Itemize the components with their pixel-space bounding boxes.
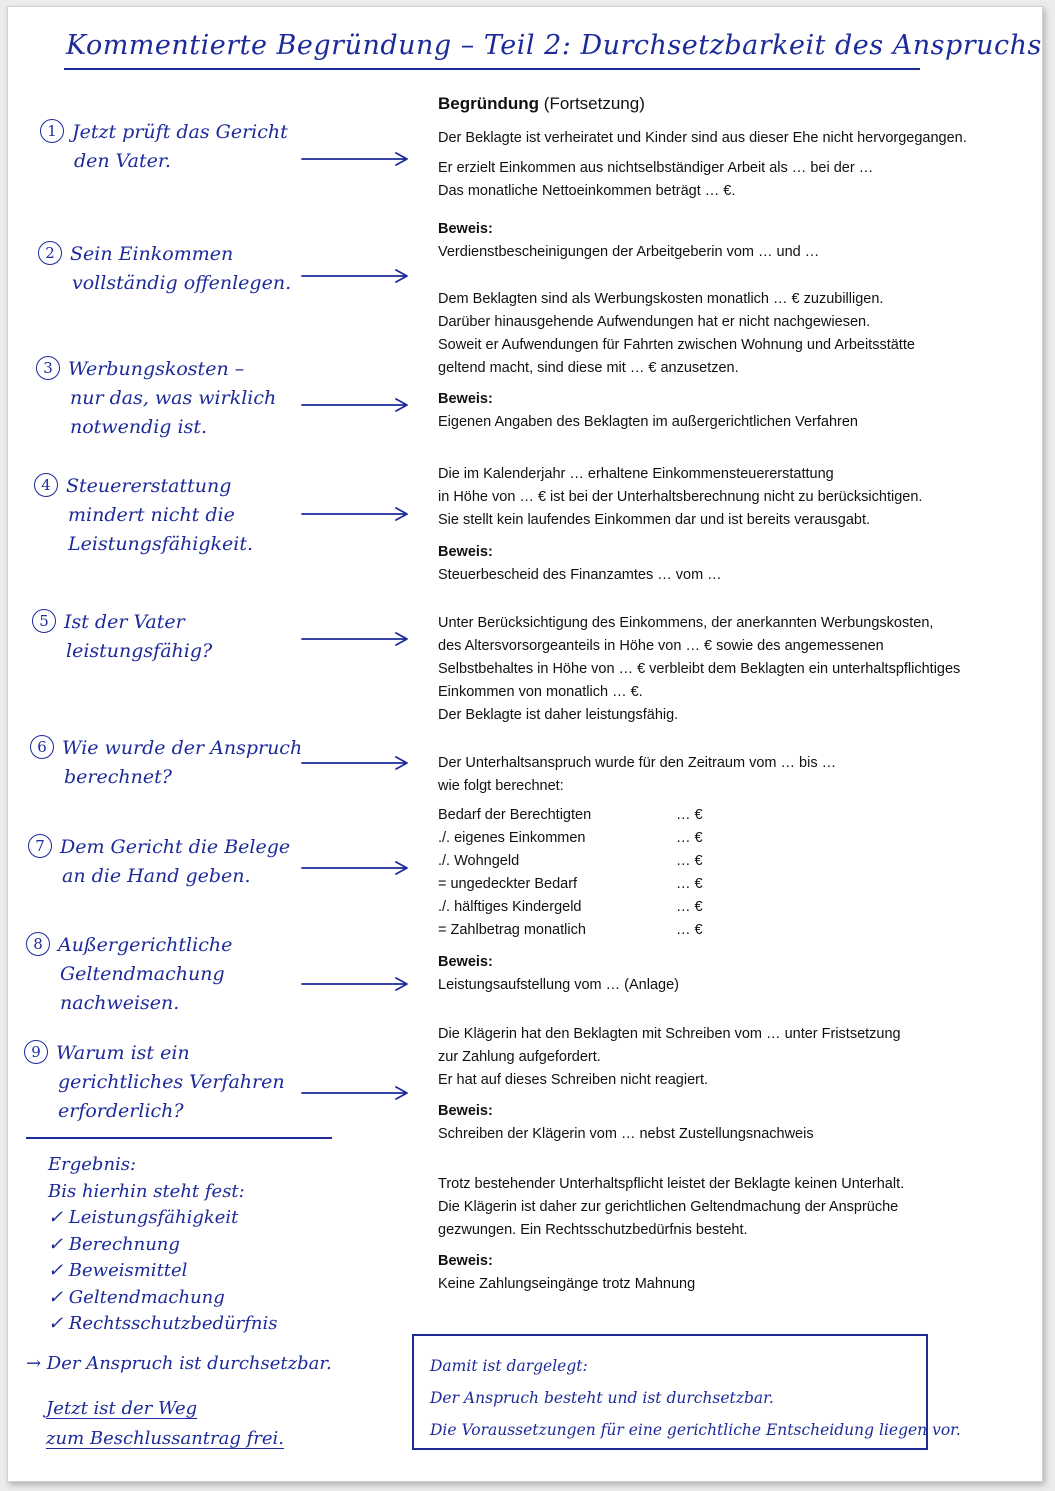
- note-1: [40, 118, 288, 176]
- note-number: 4: [34, 473, 58, 497]
- calc-value: … €: [676, 922, 703, 938]
- text-line: des Altersvorsorgeanteils in Höhe von … € sowie des angemessenen: [438, 638, 884, 654]
- heading-rest: (Fortsetzung): [543, 94, 645, 113]
- note-number: 8: [26, 932, 50, 956]
- text-line: Selbstbehaltes in Höhe von … € verbleibt dem Beklagten ein unterhaltspflichtiges: [438, 661, 961, 677]
- note-line: Warum ist ein: [56, 1042, 190, 1064]
- note-line: Wie wurde der Anspruch: [62, 737, 303, 759]
- note-line: notwendig ist.: [70, 416, 207, 438]
- calc-value: … €: [676, 807, 703, 823]
- text-line: in Höhe von … € ist bei der Unterhaltsberechnung nicht zu berücksichtigen.: [438, 489, 923, 505]
- text-line: Einkommen von monatlich … €.: [438, 684, 643, 700]
- text-line: Soweit er Aufwendungen für Fahrten zwischen Wohnung und Arbeitsstätte: [438, 337, 915, 353]
- note-number: 7: [28, 834, 52, 858]
- arrow-right-icon: [300, 756, 410, 770]
- calc-label: = ungedeckter Bedarf: [438, 876, 578, 892]
- text-line: geltend macht, sind diese mit … € anzusetzen.: [438, 360, 739, 376]
- text-line: Eigenen Angaben des Beklagten im außergerichtlichen Verfahren: [438, 414, 858, 430]
- conclusion: → Der Anspruch ist durchsetzbar.: [26, 1353, 332, 1374]
- note-line: Werbungskosten –: [68, 358, 245, 380]
- note-line: Sein Einkommen: [70, 243, 234, 265]
- note-line: Leistungsfähigkeit.: [68, 533, 254, 555]
- beweis-label: Beweis:: [438, 221, 493, 237]
- note-line: Außergerichtliche: [58, 934, 233, 956]
- calculation-table: [438, 804, 716, 997]
- note-line: mindert nicht die: [68, 504, 235, 526]
- note-number: 6: [30, 735, 54, 759]
- note-3: [36, 355, 276, 442]
- text-line: Dem Beklagten sind als Werbungskosten monatlich … € zuzubilligen.: [438, 291, 884, 307]
- calculation-row: [438, 873, 716, 896]
- calc-value: … €: [676, 830, 703, 846]
- note-line: Ist der Vater: [64, 611, 185, 633]
- paragraph-leistungsfaehigkeit: [438, 612, 960, 727]
- note-number: 3: [36, 356, 60, 380]
- arrow-right-icon: [300, 507, 410, 521]
- paragraph-marital-status: [438, 127, 967, 150]
- beweis-label: Beweis:: [438, 954, 493, 970]
- result-list: [48, 1152, 278, 1338]
- heading-bold: Begründung: [438, 94, 540, 113]
- calc-value: … €: [676, 853, 703, 869]
- checklist-item: ✓ Leistungsfähigkeit: [48, 1207, 239, 1228]
- note-4: [34, 472, 253, 559]
- text-line: Verdienstbescheinigungen der Arbeitgeberin vom … und …: [438, 244, 820, 260]
- note-line: den Vater.: [74, 150, 171, 172]
- paragraph-werbungskosten: [438, 288, 915, 434]
- text-line: Trotz bestehender Unterhaltspflicht leistet der Beklagte keinen Unterhalt.: [438, 1176, 905, 1192]
- beweis-label: Beweis:: [438, 544, 493, 560]
- text-line: Die im Kalenderjahr … erhaltene Einkommensteuererstattung: [438, 466, 834, 482]
- text-line: Der Unterhaltsanspruch wurde für den Zeitraum vom … bis …: [438, 755, 837, 771]
- text-line: Er hat auf dieses Schreiben nicht reagiert.: [438, 1072, 709, 1088]
- box-line: Die Voraussetzungen für eine gerichtliche Entscheidung liegen vor.: [430, 1421, 961, 1439]
- checklist-item: ✓ Berechnung: [48, 1233, 180, 1255]
- note-number: 5: [32, 609, 56, 633]
- text-line: Darüber hinausgehende Aufwendungen hat er nicht nachgewiesen.: [438, 314, 871, 330]
- note-line: leistungsfähig?: [66, 640, 213, 662]
- text-line: Die Klägerin hat den Beklagten mit Schreiben vom … unter Fristsetzung: [438, 1026, 901, 1042]
- separator-line: [26, 1137, 332, 1139]
- note-line: nur das, was wirklich: [70, 387, 277, 409]
- text-line: Er erzielt Einkommen aus nichtselbständiger Arbeit als … bei der …: [438, 160, 874, 176]
- calculation-row: [438, 919, 716, 942]
- note-number: 9: [24, 1040, 48, 1064]
- calc-value: … €: [676, 899, 703, 915]
- text-line: Unter Berücksichtigung des Einkommens, der anerkannten Werbungskosten,: [438, 615, 934, 631]
- summary-box: [412, 1334, 961, 1450]
- arrow-right-icon: [300, 632, 410, 646]
- calculation-row: [438, 850, 716, 873]
- calc-value: … €: [676, 876, 703, 892]
- text-line: Sie stellt kein laufendes Einkommen dar und ist bereits verausgabt.: [438, 512, 871, 528]
- note-line: Geltendmachung: [60, 963, 225, 985]
- paragraph-berechnung: [438, 752, 836, 798]
- page-title: Kommentierte Begründung – Teil 2: Durchsetzbarkeit des Anspruchs: [66, 30, 1042, 61]
- note-line: berechnet?: [64, 766, 172, 788]
- note-8: [26, 931, 232, 1018]
- final-line: zum Beschlussantrag frei.: [46, 1428, 285, 1449]
- note-number: 2: [38, 241, 62, 265]
- text-line: Der Beklagte ist verheiratet und Kinder sind aus dieser Ehe nicht hervorgegangen.: [438, 130, 967, 146]
- paragraph-income: [438, 157, 873, 264]
- beweis-label: Beweis:: [438, 1253, 493, 1269]
- arrow-right-icon: [300, 398, 410, 412]
- note-line: erforderlich?: [58, 1100, 184, 1122]
- box-line: Damit ist dargelegt:: [430, 1357, 588, 1375]
- text-line: Keine Zahlungseingänge trotz Mahnung: [438, 1276, 696, 1292]
- beweis-label: Beweis:: [438, 1103, 493, 1119]
- box-line: Der Anspruch besteht und ist durchsetzbar.: [430, 1389, 774, 1407]
- note-line: vollständig offenlegen.: [72, 272, 292, 294]
- text-line: gezwungen. Ein Rechtsschutzbedürfnis besteht.: [438, 1222, 748, 1238]
- arrow-right-icon: [300, 269, 410, 283]
- calculation-row: [438, 896, 716, 919]
- beweis-label: Beweis:: [438, 391, 493, 407]
- calc-label: Bedarf der Berechtigten: [438, 807, 592, 823]
- note-number: 1: [40, 119, 64, 143]
- final-statement: [46, 1394, 284, 1454]
- arrow-right-icon: [300, 977, 410, 991]
- checklist-item: ✓ Beweismittel: [48, 1260, 188, 1281]
- calc-label: ./. eigenes Einkommen: [438, 830, 586, 846]
- calculation-row: [438, 827, 716, 850]
- paragraph-aussergerichtlich: [438, 1023, 901, 1146]
- note-5: [32, 608, 212, 666]
- calc-label: ./. hälftiges Kindergeld: [438, 899, 582, 915]
- note-line: nachweisen.: [60, 992, 180, 1014]
- note-9: [24, 1039, 285, 1126]
- note-line: an die Hand geben.: [62, 865, 251, 887]
- calc-label: = Zahlbetrag monatlich: [438, 922, 586, 938]
- calculation-row: [438, 804, 716, 827]
- text-line: Das monatliche Nettoeinkommen beträgt … €.: [438, 183, 736, 199]
- arrow-right-icon: [300, 1086, 410, 1100]
- note-2: [38, 240, 291, 298]
- text-line: Der Beklagte ist daher leistungsfähig.: [438, 707, 679, 723]
- note-line: Jetzt prüft das Gericht: [72, 121, 288, 143]
- text-line: Die Klägerin ist daher zur gerichtlichen Geltendmachung der Ansprüche: [438, 1199, 899, 1215]
- note-6: [30, 734, 302, 792]
- result-heading: Ergebnis:: [48, 1154, 137, 1175]
- text-line: wie folgt berechnet:: [438, 778, 564, 794]
- text-line: zur Zahlung aufgefordert.: [438, 1049, 601, 1065]
- note-line: gerichtliches Verfahren: [58, 1071, 285, 1093]
- note-line: Steuererstattung: [66, 475, 232, 497]
- text-line: Leistungsaufstellung vom … (Anlage): [438, 977, 679, 993]
- paragraph-steuererstattung: [438, 463, 922, 587]
- checklist-item: ✓ Rechtsschutzbedürfnis: [48, 1313, 278, 1334]
- text-line: Schreiben der Klägerin vom … nebst Zustellungsnachweis: [438, 1126, 814, 1142]
- text-line: Steuerbescheid des Finanzamtes … vom …: [438, 567, 722, 583]
- arrow-right-icon: [300, 152, 410, 166]
- note-line: Dem Gericht die Belege: [60, 836, 291, 858]
- title-underline: [64, 68, 920, 70]
- arrow-right-icon: [300, 861, 410, 875]
- note-7: [28, 833, 290, 891]
- calc-label: ./. Wohngeld: [438, 853, 520, 869]
- section-heading: [438, 94, 645, 114]
- final-line: Jetzt ist der Weg: [46, 1398, 198, 1419]
- checklist-item: ✓ Geltendmachung: [48, 1286, 225, 1308]
- result-subheading: Bis hierhin steht fest:: [48, 1180, 245, 1202]
- paragraph-rechtsschutz: [438, 1173, 904, 1296]
